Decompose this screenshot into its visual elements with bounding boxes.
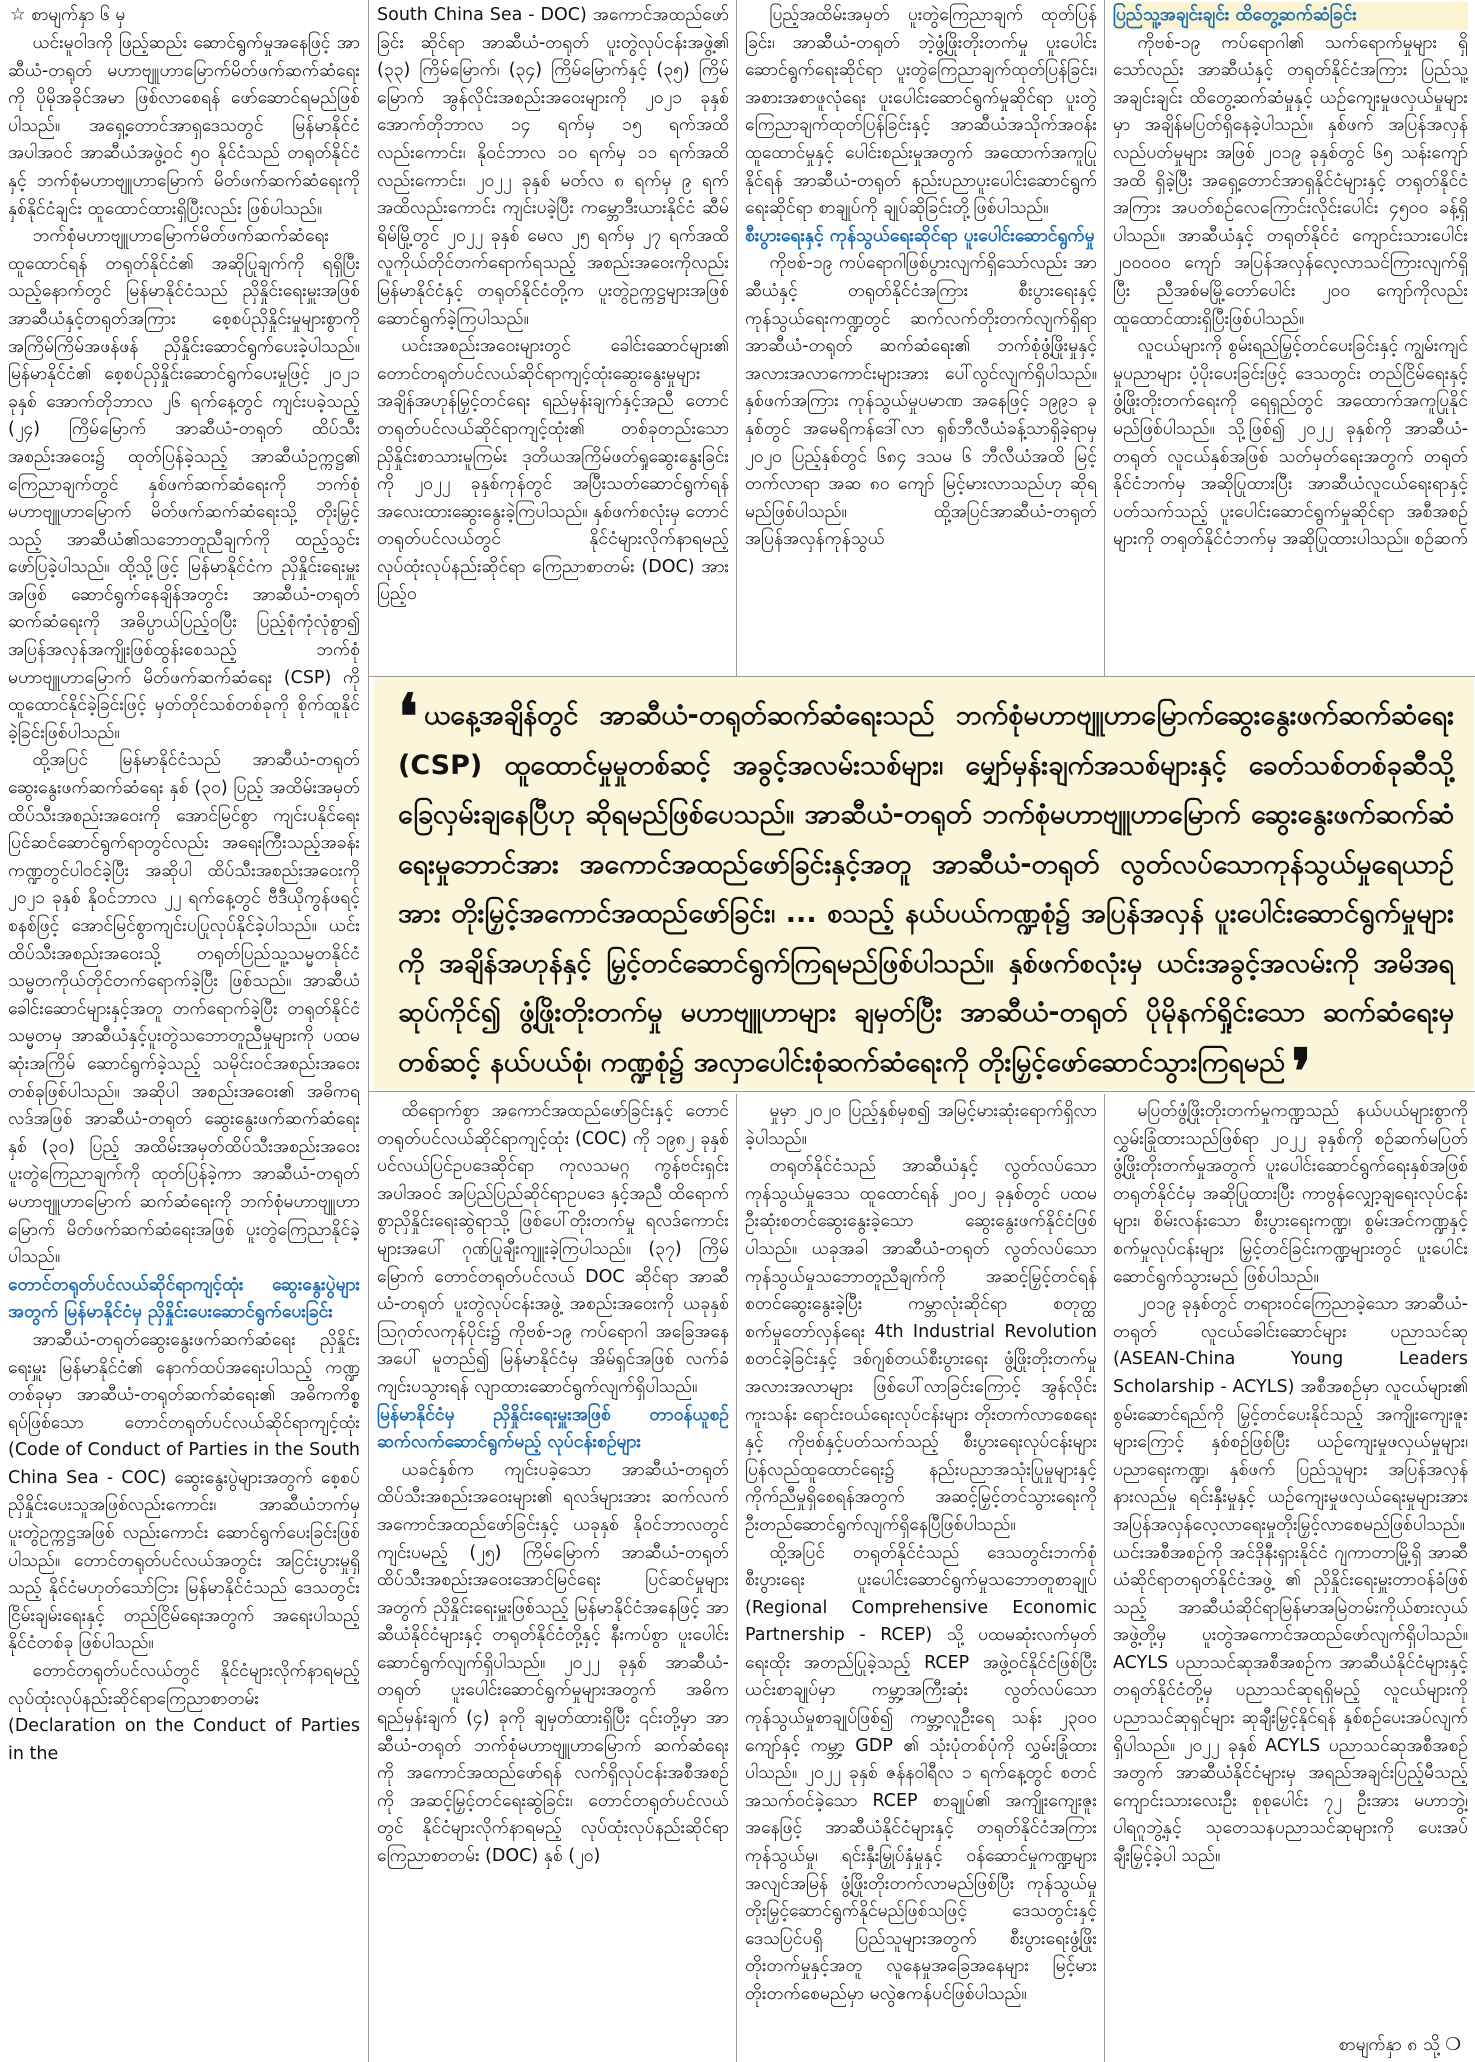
article-column-2 [377,2,729,674]
page-continuation-footer: စာမျက်နှာ ၈ သို့ ❍ [1338,2035,1461,2055]
column-divider [736,1094,737,2062]
open-quote-icon: ❛ [398,680,418,753]
column-divider [1104,0,1105,677]
paragraph: ယင်းအစည်းအဝေးများတွင် ခေါင်းဆောင်များ၏ တောင်တရုတ်ပင်လယ်ဆိုင်ရာကျင့်ထုံးဆွေးနွေးမှုများ အချိန်အဟုန်မြှင့်တင်ရေး ရည်မှန်းချက်နှင့်အညီ တောင်တရုတ်ပင်လယ်ဆိုင်ရာကျင့်ထုံး၏ တစ်ခုတည်းသော ညှိနှိုင်းစာသားမူကြမ်း ဒုတိယအကြိမ်ဖတ်ရှုဆွေးနွေးခြင်းကို ၂၀၂၂ ခုနှစ်ကုန်တွင် အပြီးသတ်ဆောင်ရွက်ရန် အလေးထားဆွေးနွေးခဲ့ကြပါသည်။ နှစ်ဖက်စလုံးမှ တောင်တရုတ်ပင်လယ်တွင် နိုင်ငံများလိုက်နာရမည့် လုပ်ထုံးလုပ်နည်းဆိုင်ရာ ကြေညာစာတမ်း (DOC) အား ပြည့်ဝ [377,336,729,605]
article-column-5 [377,1098,729,2058]
paragraph: ဘက်စုံမဟာဗျူဟာမြောက်မိတ်ဖက်ဆက်ဆံရေး ထူထောင်ရန် တရုတ်နိုင်ငံ၏ အဆိုပြုချက်ကို ရရှိပြီးသည့်နောက်တွင် မြန်မာနိုင်ငံသည် ညှိနှိုင်းရေးမှူးအဖြစ် အာဆီယံနှင့်တရုတ်အကြား စေ့စပ်ညှိနှိုင်းမှုများစွာကို အကြိမ်ကြိမ်အဖန်ဖန် ညှိနှိုင်းဆောင်ရွက်ပေးခဲ့ပါသည်။ မြန်မာနိုင်ငံ၏ စေ့စပ်ညှိနှိုင်းဆောင်ရွက်ပေးမှုဖြင့် ၂၀၂၁ ခုနှစ် အောက်တိုဘာလ ၂၆ ရက်နေ့တွင် ကျင်းပခဲ့သည့် (၂၄) ကြိမ်မြောက် အာဆီယံ-တရုတ် ထိပ်သီးအစည်းအဝေး၌ ထုတ်ပြန်ခဲ့သည့် အာဆီယံဥက္ကဋ္ဌ၏ ကြေညာချက်တွင် နှစ်ဖက်ဆက်ဆံရေးကို ဘက်စုံမဟာဗျူဟာမြောက် မိတ်ဖက်ဆက်ဆံရေးသို့ တိုးမြှင့်သည့် အာဆီယံ၏သဘောတူညီချက်ကို ထည့်သွင်းဖော်ပြခဲ့ပါသည်။ ထို့သို့ဖြင့် မြန်မာနိုင်ငံက ညှိနှိုင်းရေးမှူးအဖြစ် ဆောင်ရွက်နေချိန်အတွင်း အာဆီယံ-တရုတ် ဆက်ဆံရေးကို အဓိပ္ပာယ်ပြည့်ဝပြီး ပြည့်စုံကုံလုံစွာ၍ အပြန်အလှန်အကျိုးဖြစ်ထွန်းစေသည့် ဘက်စုံမဟာဗျူဟာမြောက် မိတ်ဖက်ဆက်ဆံရေး (CSP) ကို ထူထောင်နိုင်ခဲ့ခြင်းဖြင့် မှတ်တိုင်သစ်တစ်ခုကို စိုက်ထူနိုင်ခဲ့ခြင်းဖြစ်ပါသည်။ [8,226,360,743]
column-divider [736,0,737,677]
paragraph: ယခင်နှစ်က ကျင်းပခဲ့သော အာဆီယံ-တရုတ် ထိပ်သီးအစည်းအဝေးများ၏ ရလဒ်များအား ဆက်လက်အကောင်အထည်ဖော်ခြင်းနှင့် ယခုနှစ် နိုဝင်ဘာလတွင် ကျင်းပမည့် (၂၅) ကြိမ်မြောက် အာဆီယံ-တရုတ် ထိပ်သီးအစည်းအဝေးအောင်မြင်ရေး ပြင်ဆင်မှုများအတွက် ညှိနှိုင်းရေးမှူးဖြစ်သည့် မြန်မာနိုင်ငံအနေဖြင့် အာဆီယံနိုင်ငံများနှင့် တရုတ်နိုင်ငံတို့နှင့် နီးကပ်စွာ ပူးပေါင်းဆောင်ရွက်လျက်ရှိပါသည်။ ၂၀၂၂ ခုနှစ် အာဆီယံ-တရုတ် ပူးပေါင်းဆောင်ရွက်မှုများအတွက် အဓိကရည်မှန်းချက် (၄) ခုကို ချမှတ်ထားရှိပြီး ၎င်းတို့မှာ အာဆီယံ-တရုတ် ဘက်စုံမဟာဗျူဟာမြောက် ဆက်ဆံရေးကို အကောင်အထည်ဖော်ရန် လက်ရှိလုပ်ငန်းအစီအစဉ်ကို အဆင့်မြှင့်တင်ရေးဆွဲခြင်း၊ တောင်တရုတ်ပင်လယ်တွင် နိုင်ငံများလိုက်နာရမည့် လုပ်ထုံးလုပ်နည်းဆိုင်ရာ ကြေညာစာတမ်း (DOC) နှစ် (၂၀) [377,1459,729,1867]
article-column-1 [8,30,360,2058]
pull-quote-text: ယနေ့အချိန်တွင် အာဆီယံ-တရုတ်ဆက်ဆံရေးသည် ဘက်စုံမဟာဗျူဟာမြောက်ဆွေးနွေးဖက်ဆက်ဆံရေး (CSP) ထူထောင်မှုမှုတစ်ဆင့် အခွင့်အလမ်းသစ်များ၊ မျှော်မှန်းချက်အသစ်များနှင့် ခေတ်သစ်တစ်ခုဆီသို့ ခြေလှမ်းချနေပြီဟု ဆိုရမည်ဖြစ်ပေသည်။ အာဆီယံ-တရုတ် ဘက်စုံမဟာဗျူဟာမြောက် ဆွေးနွေးဖက်ဆက်ဆံရေးမှုဘောင်အား အကောင်အထည်ဖော်ခြင်းနှင့်အတူ အာဆီယံ-တရုတ် လွတ်လပ်သောကုန်သွယ်မှုရေယာဉ်အား တိုးမြှင့်အကောင်အထည်ဖော်ခြင်း၊ ... စသည့် နယ်ပယ်ကဏ္ဍစုံ၌ အပြန်အလှန် ပူးပေါင်းဆောင်ရွက်မှုများကို အချိန်အဟုန်နှင့် မြှင့်တင်ဆောင်ရွက်ကြရမည်ဖြစ်ပါသည်။ နှစ်ဖက်စလုံးမှ ယင်းအခွင့်အလမ်းကို အမိအရဆုပ်ကိုင်၍ ဖွံ့ဖြိုးတိုးတက်မှု မဟာဗျူဟာများ ချမှတ်ပြီး အာဆီယံ-တရုတ် ပိုမိုနက်ရှိုင်းသော ဆက်ဆံရေးမှတစ်ဆင့် နယ်ပယ်စုံ၊ ကဏ္ဍစုံ၌ အလှာပေါင်းစုံဆက်ဆံရေးကို တိုးမြှင့်ဖော်ဆောင်သွားကြရမည် [398,700,1454,1078]
pull-quote [374,677,1474,1089]
paragraph: အာဆီယံ-တရုတ်ဆွေးနွေးဖက်ဆက်ဆံရေး ညှိနှိုင်းရေးမှူး မြန်မာနိုင်ငံ၏ နောက်ထပ်အရေးပါသည့် ကဏ္ဍတစ်ခုမှာ အာဆီယံ-တရုတ်ဆက်ဆံရေး၏ အဓိကကိစ္စရပ်ဖြစ်သော တောင်တရုတ်ပင်လယ်ဆိုင်ရာကျင့်ထုံး (Code of Conduct of Parties in the South China Sea - COC) ဆွေးနွေးပွဲများအတွက် စေ့စပ်ညှိနှိုင်းပေးသူအဖြစ်လည်းကောင်း၊ အာဆီယံဘက်မှ ပူးတွဲဥက္ကဋ္ဌအဖြစ် လည်းကောင်း ဆောင်ရွက်ပေးခြင်းဖြစ်ပါသည်။ တောင်တရုတ်ပင်လယ်အတွင်း အငြင်းပွားမှုရှိသည့် နိုင်ငံမဟုတ်သော်ငြား မြန်မာနိုင်ငံသည် ဒေသတွင်း ငြိမ်းချမ်းရေးနှင့် တည်ငြိမ်ရေးအတွက် အရေးပါသည့်နိုင်ငံတစ်ခု ဖြစ်ပါသည်။ [8,1329,360,1654]
paragraph: မှုမှာ ၂၀၂၀ ပြည့်နှစ်မှစ၍ အမြင့်မားဆုံးရောက်ရှိလာခဲ့ပါသည်။ [745,1101,1097,1149]
paragraph: ထို့အပြင် တရုတ်နိုင်ငံသည် ဒေသတွင်းဘက်စုံ စီးပွားရေး ပူးပေါင်းဆောင်ရွက်မှုသဘောတူစာချုပ် (Regional Comprehensive Economic Partnership - RCEP) သို့ ပထမဆုံးလက်မှတ်ရေးထိုး အတည်ပြုခဲ့သည့် RCEP အဖွဲ့ဝင်နိုင်ငံဖြစ်ပြီး ယင်းစာချုပ်မှာ ကမ္ဘာ့အကြီးဆုံး လွတ်လပ်သော ကုန်သွယ်မှုစာချုပ်ဖြစ်၍ ကမ္ဘာ့လူဦးရေ သန်း ၂၃၀၀ ကျော်နှင့် ကမ္ဘာ့ GDP ၏ သုံးပုံတစ်ပုံကို လွှမ်းခြုံထားပါသည်။ ၂၀၂၂ ခုနှစ် ဇန်နဝါရီလ ၁ ရက်နေ့တွင် စတင်အသက်ဝင်ခဲ့သော RCEP စာချုပ်၏ အကျိုးကျေးဇူးအနေဖြင့် အာဆီယံနိုင်ငံများနှင့် တရုတ်နိုင်ငံအကြား ကုန်သွယ်မှု၊ ရင်းနှီးမြှုပ်နှံမှုနှင့် ဝန်ဆောင်မှုကဏ္ဍများ အလျင်အမြန် ဖွံ့ဖြိုးတိုးတက်လာမည်ဖြစ်ပြီး ကုန်သွယ်မှုတိုးမြှင့်ဆောင်ရွက်နိုင်မည်ဖြစ်သဖြင့် ဒေသတွင်းနှင့် ဒေသပြင်ပရှိ ပြည်သူများအတွက် စီးပွားရေးဖွံ့ဖြိုးတိုးတက်မှုနှင့်အတူ လူနေမှုအခြေအနေများ မြင့်မားတိုးတက်စေမည်မှာ မလွဲဧကန်ပင်ဖြစ်ပါသည်။ [745,1542,1097,2004]
continuation-label: ☆ စာမျက်နှာ ၆ မှ [10,5,126,25]
paragraph: ကိုဗစ်-၁၉ ကပ်ရောဂါ၏ သက်ရောက်မှုများ ရှိသော်လည်း အာဆီယံနှင့် တရုတ်နိုင်ငံအကြား ပြည်သူ့အချင်းချင်း ထိတွေ့ဆက်ဆံမှုနှင့် ယဉ်ကျေးမှုဖလှယ်မှုများမှာ အချိန်မပြတ်ရှိနေခဲ့ပါသည်။ နှစ်ဖက် အပြန်အလှန်လည်ပတ်မှုများ အဖြစ် ၂၀၁၉ ခုနှစ်တွင် ၆၅ သန်းကျော်အထိ ရှိခဲ့ပြီး အရှေ့တောင်အာရှနိုင်ငံများနှင့် တရုတ်နိုင်ငံအကြား အပတ်စဉ်လေကြောင်းလိုင်းပေါင်း ၄၅၀၀ ခန့်ရှိပါသည်။ အာဆီယံနှင့် တရုတ်နိုင်ငံ ကျောင်းသားပေါင်း ၂၀၀၀၀၀ ကျော် အပြန်အလှန်လေ့လာသင်ကြားလျက်ရှိပြီး ညီအစ်မမြို့တော်ပေါင်း ၂၀၀ ကျော်ကိုလည်း ထူထောင်ထားရှိပြီးဖြစ်ပါသည်။ [1113,32,1468,329]
article-column-6 [745,1098,1097,2058]
quote-bottom-rule [369,1091,1475,1092]
paragraph: ပြည့်အထိမ်းအမှတ် ပူးတွဲကြေညာချက် ထုတ်ပြန်ခြင်း၊ အာဆီယံ-တရုတ် ဘဲ့ဖွံ့ဖြိုးတိုးတက်မှု ပူးပေါင်းဆောင်ရွက်ရေးဆိုင်ရာ ပူးတွဲကြေညာချက်ထုတ်ပြန်ခြင်း၊ အစားအစာဖူလုံရေး ပူးပေါင်းဆောင်ရွက်မှုဆိုင်ရာ ပူးတွဲကြေညာချက်ထုတ်ပြန်ခြင်းနှင့် အာဆီယံအသိုက်အဝန်း ထူထောင်မှုနှင့် ပေါင်းစည်းမှုအတွက် အထောက်အကူပြုနိုင်ရန် အာဆီယံ-တရုတ် နည်းပညာပူးပေါင်းဆောင်ရွက်ရေးဆိုင်ရာ စာချုပ်ကို ချုပ်ဆိုခြင်းတို့ဖြစ်ပါသည်။ [745,5,1097,219]
article-column-4 [1113,2,1468,674]
paragraph: လူငယ်များကို စွမ်းရည်မြှင့်တင်ပေးခြင်းနှင့် ကျွမ်းကျင်မှုပညာများ ပံ့ပိုးပေးခြင်းဖြင့် ဒေသတွင်း တည်ငြိမ်ရေးနှင့် ဖွံ့ဖြိုးတိုးတက်ရေးကို ရေရှည်တွင် အထောက်အကူပြုနိုင်မည်ဖြစ်ပါသည်။ သို့ဖြစ်၍ ၂၀၂၂ ခုနှစ်ကို အာဆီယံ-တရုတ် လူငယ်နှစ်အဖြစ် သတ်မှတ်ရေးအတွက် တရုတ်နိုင်ငံဘက်မှ အဆိုပြုထားပြီး အာဆီယံလူငယ်ရေးရာနှင့်ပတ်သက်သည့် ပူးပေါင်းဆောင်ရွက်မှုဆိုင်ရာ အစီအစဉ်များကို တရုတ်နိုင်ငံဘက်မှ အဆိုပြုထားပါသည်။ စဉ်ဆက် [1113,336,1468,550]
paragraph: ထို့အပြင် မြန်မာနိုင်ငံသည် အာဆီယံ-တရုတ် ဆွေးနွေးဖက်ဆက်ဆံရေး နှစ် (၃၀) ပြည့် အထိမ်းအမှတ် ထိပ်သီးအစည်းအဝေးကို အောင်မြင်စွာ ကျင်းပနိုင်ရေး ပြင်ဆင်ဆောင်ရွက်ရာတွင်လည်း အရေးကြီးသည့်အခန်းကဏ္ဍတွင်ပါဝင်ခဲ့ပြီး အဆိုပါ ထိပ်သီးအစည်းအဝေးကို ၂၀၂၁ ခုနှစ် နိုဝင်ဘာလ ၂၂ ရက်နေ့တွင် ဗီဒီယိုကွန်ဖရင့်စနစ်ဖြင့် အောင်မြင်စွာကျင်းပပြုလုပ်နိုင်ခဲ့ပါသည်။ ယင်းထိပ်သီးအစည်းအဝေးသို့ တရုတ်ပြည်သူ့သမ္မတနိုင်ငံ သမ္မတကိုယ်တိုင်တက်ရောက်ခဲ့ပြီး ဖြစ်သည်။ အာဆီယံ ခေါင်းဆောင်များနှင့်အတူ တက်ရောက်ခဲ့ပြီး တရုတ်နိုင်ငံသမ္မတမှ အာဆီယံနှင့်ပူးတွဲသဘောတူညီမှုများကို ပထမဆုံးအကြိမ် ဆောင်ရွက်ခဲ့သည့် သမိုင်းဝင်အစည်းအဝေးတစ်ခုဖြစ်ပါသည်။ အဆိုပါ အစည်းအဝေး၏ အဓိကရလဒ်အဖြစ် အာဆီယံ-တရုတ် ဆွေးနွေးဖက်ဆက်ဆံရေး နှစ် (၃၀) ပြည့် အထိမ်းအမှတ်ထိပ်သီးအစည်းအဝေးပူးတွဲကြေညာချက်ကို ထုတ်ပြန်ခဲ့ကာ အာဆီယံ-တရုတ်မဟာဗျူဟာမြောက် ဆက်ဆံရေးကို ဘက်စုံမဟာဗျူဟာမြောက် မိတ်ဖက်ဆက်ဆံရေးအဖြစ် ပူးတွဲကြေညာနိုင်ခဲ့ပါသည်။ [8,750,360,1268]
paragraph: ယင်းမူဝါဒကို ဖြည့်ဆည်း ဆောင်ရွက်မှုအနေဖြင့် အာဆီယံ-တရုတ် မဟာဗျူဟာမြောက်မိတ်ဖက်ဆက်ဆံရေးကို ပိုမိုအခိုင်အမာ ဖြစ်လာစေရန် ဖော်ဆောင်ရမည်ဖြစ်ပါသည်။ အရှေ့တောင်အာရှဒေသတွင် မြန်မာနိုင်ငံ အပါအဝင် အာဆီယံအဖွဲ့ဝင် ၅၀ နိုင်ငံသည် တရုတ်နိုင်ငံနှင့် ဘက်စုံမဟာဗျူဟာမြောက် မိတ်ဖက်ဆက်ဆံရေးကို နှစ်နိုင်ငံချင်း ထူထောင်ထားရှိပြီးလည်း ဖြစ်ပါသည်။ [8,33,360,219]
column-divider [368,0,369,2062]
article-column-7 [1113,1098,1468,2028]
paragraph: South China Sea - DOC) အကောင်အထည်ဖော်ခြင်း ဆိုင်ရာ အာဆီယံ-တရုတ် ပူးတွဲလုပ်ငန်းအဖွဲ့၏ (၃၃) ကြိမ်မြောက်၊ (၃၄) ကြိမ်မြောက်နှင့် (၃၅) ကြိမ်မြောက် အွန်လိုင်းအစည်းအဝေးများကို ၂၀၂၁ ခုနှစ် အောက်တိုဘာလ ၁၄ ရက်မှ ၁၅ ရက်အထိ လည်းကောင်း၊ နိုဝင်ဘာလ ၁၀ ရက်မှ ၁၁ ရက်အထိ လည်းကောင်း၊ ၂၀၂၂ ခုနှစ် မတ်လ ၈ ရက်မှ ၉ ရက်အထိလည်းကောင်း ကျင်းပခဲ့ပြီး ကမ္ဘောဒီးယားနိုင်ငံ ဆီမ်ရိမ်မြို့တွင် ၂၀၂၂ ခုနှစ် မေလ ၂၅ ရက်မှ ၂၇ ရက်အထိ လူကိုယ်တိုင်တက်ရောက်ရသည့် အစည်းအဝေးကိုလည်း မြန်မာနိုင်ငံနှင့် တရုတ်နိုင်ငံတို့က ပူးတွဲဥက္ကဋ္ဌများအဖြစ်ဆောင်ရွက်ခဲ့ကြပါသည်။ [377,5,729,329]
paragraph: တောင်တရုတ်ပင်လယ်တွင် နိုင်ငံများလိုက်နာရမည့် လုပ်ထုံးလုပ်နည်းဆိုင်ရာကြေညာစာတမ်း (Declaration on the Conduct of Parties in the [8,1661,360,1764]
close-quote-icon: ❜ [1291,1034,1312,1089]
paragraph: ထိရောက်စွာ အကောင်အထည်ဖော်ခြင်းနှင့် တောင်တရုတ်ပင်လယ်ဆိုင်ရာကျင့်ထုံး (COC) ကို ၁၉၈၂ ခုနှစ် ပင်လယ်ပြင်ဥပဒေဆိုင်ရာ ကုလသမဂ္ဂ ကွန်ဗင်းရှင်းအပါအဝင် အပြည်ပြည်ဆိုင်ရာဥပဒေ နှင့်အညီ ထိရောက်စွာညှိနှိုင်းရေးဆွဲရာသို့ ဖြစ်ပေါ်တိုးတက်မှု ရလဒ်ကောင်းများအပေါ် ဂုဏ်ပြုချီးကျူးခဲ့ကြပါသည်။ (၃၇) ကြိမ်မြောက် တောင်တရုတ်ပင်လယ် DOC ဆိုင်ရာ အာဆီယံ-တရုတ် ပူးတွဲလုပ်ငန်းအဖွဲ့ အစည်းအဝေးကို ယခုနှစ် ဩဂုတ်လကုန်ပိုင်း၌ ကိုဗစ်-၁၉ ကပ်ရောဂါ အခြေအနေအပေါ် မူတည်၍ မြန်မာနိုင်ငံမှ အိမ်ရှင်အဖြစ် လက်ခံကျင်းပသွားရန် လျာထားဆောင်ရွက်လျက်ရှိပါသည်။ [377,1101,729,1397]
paragraph: ကိုဗစ်-၁၉ ကပ်ရောဂါဖြစ်ပွားလျက်ရှိသော်လည်း အာဆီယံနှင့် တရုတ်နိုင်ငံအကြား စီးပွားရေးနှင့် ကုန်သွယ်ရေးကဏ္ဍတွင် ဆက်လက်တိုးတက်လျက်ရှိရာ အာဆီယံ-တရုတ် ဆက်ဆံရေး၏ ဘက်စုံဖွံ့ဖြိုးမှုနှင့် အလားအလာကောင်းများအား ပေါ်လွင်လျက်ရှိပါသည်။ နှစ်ဖက်အကြား ကုန်သွယ်မှုပမာဏ အနေဖြင့် ၁၉၉၁ ခုနှစ်တွင် အမေရိကန်ဒေါ်လာ ရှစ်ဘီလီယံခန့်သာရှိခဲ့ရာမှ ၂၀၂၀ ပြည့်နှစ်တွင် ၆၈၄ ဒသမ ၆ ဘီလီယံအထိ မြင့်တက်လာရာ အဆ ၈၀ ကျော် မြင့်မားလာသည်ဟု ဆိုရမည်ဖြစ်ပါသည်။ ထို့အပြင်အာဆီယံ-တရုတ် အပြန်အလှန်ကုန်သွယ် [745,253,1097,550]
section-heading: တောင်တရုတ်ပင်လယ်ဆိုင်ရာကျင့်ထုံး ဆွေးနွေးပွဲများအတွက် မြန်မာနိုင်ငံမှ ညှိနှိုင်းပေးဆောင်ရွက်ပေးခြင်း [8,1274,360,1323]
column-divider [1104,1094,1105,2062]
paragraph: ၂၀၁၉ ခုနှစ်တွင် တရားဝင်ကြေညာခဲ့သော အာဆီယံ-တရုတ် လူငယ်ခေါင်းဆောင်များ ပညာသင်ဆု (ASEAN-China Young Leaders Scholarship - ACYLS) အစီအစဉ်မှာ လူငယ်များ၏ စွမ်းဆောင်ရည်ကို မြှင့်တင်ပေးနိုင်သည့် အကျိုးကျေးဇူးများကြောင့် နှစ်စဉ်ဖြစ်ပြီး ယဉ်ကျေးမှုဖလှယ်မှုများ၊ ပညာရေးကဏ္ဍ၊ နှစ်ဖက် ပြည်သူများ အပြန်အလှန်နားလည်မှု ရင်းနှီးမှုနှင့် ယဉ်ကျေးမှုဖလှယ်ရေးမှုများအား အပြန်အလှန်လေ့လာရေးမှုတိုးမြှင့်လာစေမည်ဖြစ်ပါသည်။ ယင်းအစီအစဉ်ကို အင်ဒိုနီးရှားနိုင်ငံ ဂျကာတာမြို့ရှိ အာဆီယံဆိုင်ရာတရုတ်နိုင်ငံအဖွဲ့ ၏ ညှိနှိုင်းရေးမှူးတာဝန်ခံဖြစ်သည့် အာဆီယံဆိုင်ရာမြန်မာအမြဲတမ်းကိုယ်စားလှယ်အဖွဲ့တို့မှ ပူးတွဲအကောင်အထည်ဖော်လျက်ရှိပါသည်။ ACYLS ပညာသင်ဆုအစီအစဉ်က အာဆီယံနိုင်ငံများနှင့် တရုတ်နိုင်ငံတို့မှ ပညာသင်ဆုရရှိမည့် လူငယ်များကို ပညာသင်ဆုရှင်များ ဆုချီးမြှင့်နိုင်ရန် နှစ်စဉ်ပေးအပ်လျက်ရှိပါသည်။ ၂၀၂၂ ခုနှစ် ACYLS ပညာသင်ဆုအစီအစဉ်အတွက် အာဆီယံနိုင်ငံများမှ အရည်အချင်းပြည့်မီသည့် ကျောင်းသားလေးဦး စုစုပေါင်း ၇၂ ဦးအား မဟာဘွဲ့၊ ပါရဂူဘွဲ့နှင့် သုတေသနပညာသင်ဆုများကို ပေးအပ်ချီးမြှင့်ခဲ့ပါ သည်။ [1113,1294,1468,1867]
article-column-3 [745,2,1097,674]
paragraph: တရုတ်နိုင်ငံသည် အာဆီယံနှင့် လွတ်လပ်သော ကုန်သွယ်မှုဒေသ ထူထောင်ရန် ၂၀၀၂ ခုနှစ်တွင် ပထမဦးဆုံးစတင်ဆွေးနွေးခဲ့သော ဆွေးနွေးဖက်နိုင်ငံဖြစ်ပါသည်။ ယခုအခါ အာဆီယံ-တရုတ် လွတ်လပ်သော ကုန်သွယ်မှုသဘောတူညီချက်ကို အဆင့်မြှင့်တင်ရန် စတင်ဆွေးနွေးခဲ့ပြီး ကမ္ဘာလုံးဆိုင်ရာ စတုတ္ထစက်မှုတော်လှန်ရေး 4th Industrial Revolution စတင်ခဲ့ခြင်းနှင့် ဒစ်ဂျစ်တယ်စီးပွားရေး ဖွံ့ဖြိုးတိုးတက်မှု အလားအလာများ ဖြစ်ပေါ်လာခြင်းကြောင့် အွန်လိုင်းကူးသန်း ရောင်းဝယ်ရေးလုပ်ငန်းများ တိုးတက်လာစေရေးနှင့် ကိုဗစ်နှင့်ပတ်သက်သည့် စီးပွားရေးလုပ်ငန်းများ ပြန်လည်ထူထောင်ရေး၌ နည်းပညာအသုံးပြုမှုများနှင့် ကိုက်ညီမှုရှိစေရန်အတွက် အဆင့်မြှင့်တင်သွားရေးကို ဦးတည်ဆောင်ရွက်လျက်ရှိနေပြီဖြစ်ပါသည်။ [745,1156,1097,1535]
paragraph: မပြတ်ဖွံ့ဖြိုးတိုးတက်မှုကဏ္ဍသည် နယ်ပယ်များစွာကို လွှမ်းခြုံထားသည်ဖြစ်ရာ ၂၀၂၂ ခုနှစ်ကို စဉ်ဆက်မပြတ်ဖွံ့ဖြိုးတိုးတက်မှုအတွက် ပူးပေါင်းဆောင်ရွက်ရေးနှစ်အဖြစ် တရုတ်နိုင်ငံမှ အဆိုပြုထားပြီး ကာဗွန်လျှော့ချရေးလုပ်ငန်းများ၊ စိမ်းလန်းသော စီးပွားရေးကဏ္ဍ၊ စွမ်းအင်ကဏ္ဍနှင့် စက်မှုလုပ်ငန်းများ မြှင့်တင်ခြင်းကဏ္ဍများတွင် ပူးပေါင်းဆောင်ရွက်သွားမည် ဖြစ်ပါသည်။ [1113,1101,1468,1287]
section-heading: စီးပွားရေးနှင့် ကုန်သွယ်ရေးဆိုင်ရာ ပူးပေါင်းဆောင်ရွက်မှု [745,225,1095,246]
section-heading: ပြည်သူ့အချင်းချင်း ထိတွေ့ဆက်ဆံခြင်း [1113,2,1468,30]
section-heading: မြန်မာနိုင်ငံမှ ညှိနှိုင်းရေးမှူးအဖြစ် တာဝန်ယူစဉ် ဆက်လက်ဆောင်ရွက်မည့် လုပ်ငန်းစဉ်များ [377,1404,729,1453]
